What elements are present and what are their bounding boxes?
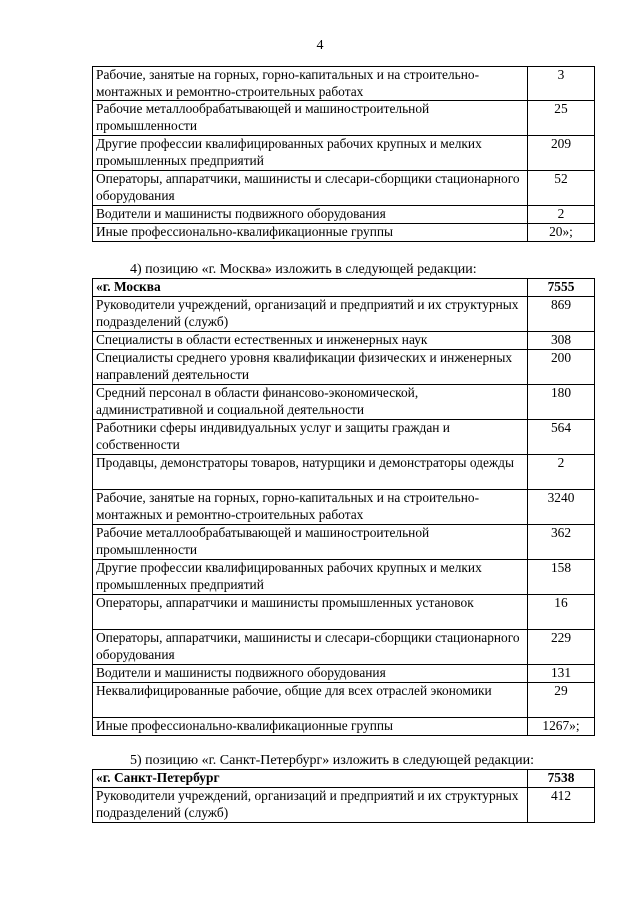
- row-label: Рабочие металлообрабатывающей и машиностроительной промышленности: [93, 101, 528, 136]
- table-row: [93, 136, 595, 171]
- row-label: Рабочие металлообрабатывающей и машиностроительной промышленности: [93, 525, 528, 560]
- table-row: [93, 455, 595, 490]
- table-row: [93, 630, 595, 665]
- section-5-intro-text: 5) позицию «г. Санкт-Петербург» изложить в следующей редакции:: [130, 753, 534, 768]
- row-label: Работники сферы индивидуальных услуг и защиты граждан и собственности: [93, 420, 528, 455]
- region-total: 7555: [528, 279, 595, 297]
- row-label: Иные профессионально-квалификационные группы: [93, 718, 528, 736]
- row-value: 52: [528, 171, 595, 206]
- table-row: [93, 420, 595, 455]
- table-row: [93, 788, 595, 823]
- row-label: Операторы, аппаратчики и машинисты промышленных установок: [93, 595, 528, 630]
- table-header-row: [93, 279, 595, 297]
- table-row: [93, 683, 595, 718]
- row-value: 3240: [528, 490, 595, 525]
- row-value: 869: [528, 297, 595, 332]
- table-row: [93, 560, 595, 595]
- row-value: 1267»;: [528, 718, 595, 736]
- row-value: 308: [528, 332, 595, 350]
- page-number: 4: [316, 38, 324, 53]
- row-label: Специалисты среднего уровня квалификации физических и инженерных направлений деятельности: [93, 350, 528, 385]
- table-row: [93, 665, 595, 683]
- region-total: 7538: [528, 770, 595, 788]
- section-5-intro: [92, 752, 594, 769]
- table-row: [93, 490, 595, 525]
- row-label: Водители и машинисты подвижного оборудования: [93, 665, 528, 683]
- table-saint-petersburg: [92, 769, 595, 823]
- table-header-row: [93, 770, 595, 788]
- row-value: 362: [528, 525, 595, 560]
- row-label: Водители и машинисты подвижного оборудования: [93, 206, 528, 224]
- row-label: Другие профессии квалифицированных рабочих крупных и мелких промышленных предприятий: [93, 136, 528, 171]
- row-label: Иные профессионально-квалификационные группы: [93, 224, 528, 242]
- row-label: Операторы, аппаратчики, машинисты и слесари-сборщики стационарного оборудования: [93, 171, 528, 206]
- row-value: 2: [528, 206, 595, 224]
- table-row: [93, 350, 595, 385]
- row-value: 229: [528, 630, 595, 665]
- row-value: 131: [528, 665, 595, 683]
- row-value: 29: [528, 683, 595, 718]
- region-name: «г. Санкт-Петербург: [93, 770, 528, 788]
- table-row: [93, 297, 595, 332]
- table-row: [93, 525, 595, 560]
- table-row: [93, 332, 595, 350]
- table-row: [93, 206, 595, 224]
- row-label: Рабочие, занятые на горных, горно-капитальных и на строительно-монтажных и ремонтно-строительных работах: [93, 67, 528, 101]
- row-label: Продавцы, демонстраторы товаров, натурщики и демонстраторы одежды: [93, 455, 528, 490]
- row-value: 16: [528, 595, 595, 630]
- section-4-intro-text: 4) позицию «г. Москва» изложить в следующей редакции:: [130, 262, 477, 277]
- table-row: [93, 718, 595, 736]
- row-value: 20»;: [528, 224, 595, 242]
- region-name: «г. Москва: [93, 279, 528, 297]
- section-4-intro: [92, 261, 594, 278]
- table-row: [93, 101, 595, 136]
- row-label: Рабочие, занятые на горных, горно-капитальных и на строительно-монтажных и ремонтно-строительных работах: [93, 490, 528, 525]
- table-continuation: [92, 66, 595, 242]
- row-label: Средний персонал в области финансово-экономической, административной и социальной деятельности: [93, 385, 528, 420]
- row-value: 180: [528, 385, 595, 420]
- row-label: Операторы, аппаратчики, машинисты и слесари-сборщики стационарного оборудования: [93, 630, 528, 665]
- row-value: 200: [528, 350, 595, 385]
- table-moscow: [92, 278, 595, 736]
- table-row: [93, 171, 595, 206]
- row-label: Другие профессии квалифицированных рабочих крупных и мелких промышленных предприятий: [93, 560, 528, 595]
- row-label: Руководители учреждений, организаций и предприятий и их структурных подразделений (служб): [93, 297, 528, 332]
- table-row: [93, 385, 595, 420]
- row-label: Специалисты в области естественных и инженерных наук: [93, 332, 528, 350]
- table-row: [93, 67, 595, 101]
- row-value: 412: [528, 788, 595, 823]
- row-label: Руководители учреждений, организаций и предприятий и их структурных подразделений (служб): [93, 788, 528, 823]
- row-value: 209: [528, 136, 595, 171]
- row-value: 158: [528, 560, 595, 595]
- row-label: Неквалифицированные рабочие, общие для всех отраслей экономики: [93, 683, 528, 718]
- row-value: 3: [528, 67, 595, 101]
- row-value: 2: [528, 455, 595, 490]
- row-value: 564: [528, 420, 595, 455]
- table-row: [93, 224, 595, 242]
- row-value: 25: [528, 101, 595, 136]
- table-row: [93, 595, 595, 630]
